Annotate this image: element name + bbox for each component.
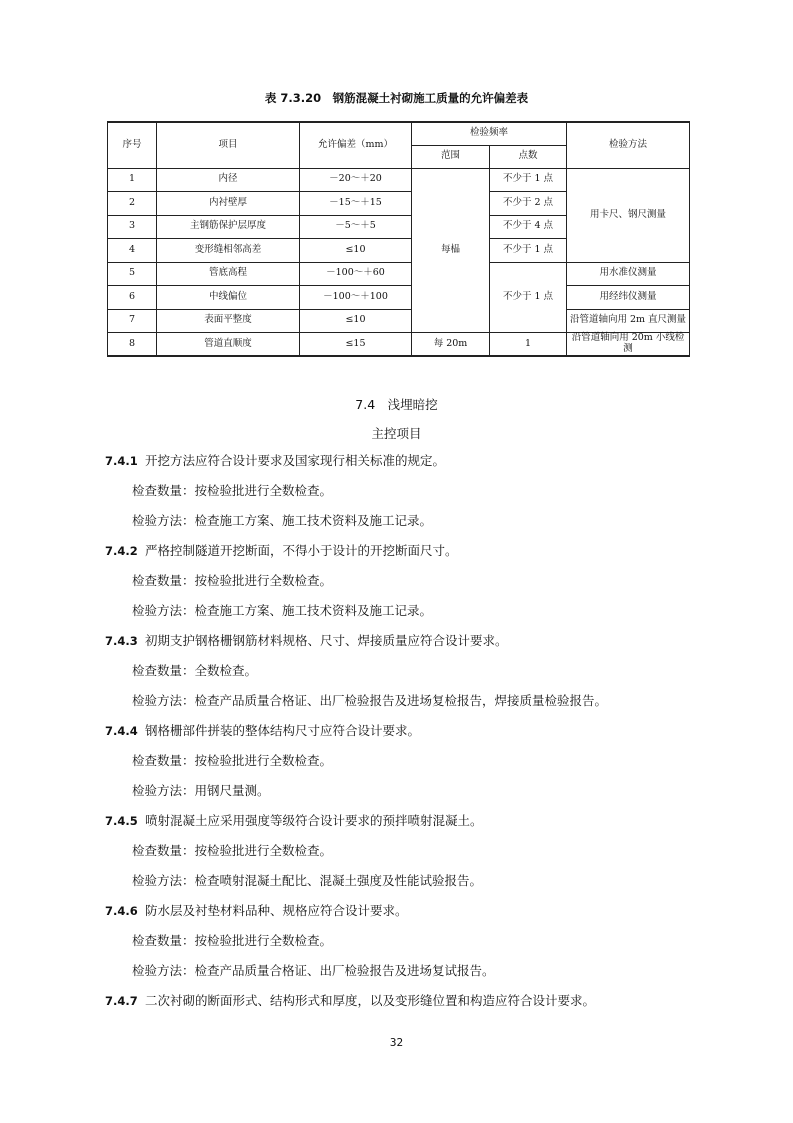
cell-no: 5 [108, 262, 157, 286]
clause-text: 钢格栅部件拼装的整体结构尺寸应符合设计要求。 [145, 723, 421, 738]
cell-item: 内径 [157, 168, 300, 192]
cell-points: 不少于 1 点 [490, 239, 567, 263]
clause-number: 7.4.5 [105, 814, 138, 828]
cell-no: 3 [108, 215, 157, 239]
header-item: 项目 [157, 122, 300, 168]
clause-line [105, 630, 705, 660]
cell-no: 4 [108, 239, 157, 263]
clause-line [105, 810, 705, 840]
section-title: 7.4 浅埋暗挖 [355, 397, 438, 412]
cell-no: 6 [108, 286, 157, 310]
clause-text: 喷射混凝土应采用强度等级符合设计要求的预拌喷射混凝土。 [145, 813, 483, 828]
cell-tolerance: －20～＋20 [300, 168, 412, 192]
cell-method-merged: 用卡尺、钢尺测量 [567, 168, 690, 262]
clause-method: 检验方法：检查产品质量合格证、出厂检验报告及进场复试报告。 [132, 963, 495, 978]
cell-item: 内衬壁厚 [157, 192, 300, 216]
cell-no: 8 [108, 333, 157, 357]
clause-quantity: 检查数量：按检验批进行全数检查。 [132, 573, 333, 588]
header-tolerance: 允许偏差（mm） [300, 122, 412, 168]
cell-range: 每 20m [412, 333, 490, 357]
clause-method: 检验方法：检查施工方案、施工技术资料及施工记录。 [132, 603, 433, 618]
header-points: 点数 [490, 145, 567, 168]
clause-line [105, 720, 705, 750]
clause-line [105, 900, 705, 930]
cell-tolerance: ≤15 [300, 333, 412, 357]
header-frequency: 检验频率 [412, 122, 567, 145]
clause-quantity: 检查数量：按检验批进行全数检查。 [132, 483, 333, 498]
clause-line [105, 990, 705, 1020]
header-no: 序号 [108, 122, 157, 168]
tolerance-table [107, 121, 690, 357]
cell-method: 沿管道轴向用 2m 直尺测量 [567, 309, 690, 333]
cell-item: 中线偏位 [157, 286, 300, 310]
cell-tolerance: －5～＋5 [300, 215, 412, 239]
cell-item: 管道直顺度 [157, 333, 300, 357]
table-row [108, 309, 690, 333]
table-row [108, 286, 690, 310]
clause-method: 检验方法：检查产品质量合格证、出厂检验报告及进场复检报告，焊接质量检验报告。 [132, 693, 608, 708]
clause-quantity: 检查数量：全数检查。 [132, 663, 258, 678]
cell-points: 1 [490, 333, 567, 357]
header-range: 范围 [412, 145, 490, 168]
cell-tolerance: －15～＋15 [300, 192, 412, 216]
clause-number: 7.4.2 [105, 544, 138, 558]
cell-method: 用水准仪测量 [567, 262, 690, 286]
clause-text: 二次衬砌的断面形式、结构形式和厚度，以及变形缝位置和构造应符合设计要求。 [145, 993, 596, 1008]
cell-tolerance: －100～＋100 [300, 286, 412, 310]
cell-no: 1 [108, 168, 157, 192]
cell-no: 7 [108, 309, 157, 333]
clause-line [105, 540, 705, 570]
cell-points: 不少于 2 点 [490, 192, 567, 216]
clause-text: 严格控制隧道开挖断面，不得小于设计的开挖断面尺寸。 [145, 543, 458, 558]
cell-method: 用经纬仪测量 [567, 286, 690, 310]
clause-number: 7.4.1 [105, 454, 138, 468]
cell-points-merged: 不少于 1 点 [490, 262, 567, 333]
cell-points: 不少于 4 点 [490, 215, 567, 239]
table-row [108, 168, 690, 192]
cell-method: 沿管道轴向用 20m 小线检测 [567, 333, 690, 357]
cell-tolerance: ≤10 [300, 309, 412, 333]
clause-text: 初期支护钢格栅钢筋材料规格、尺寸、焊接质量应符合设计要求。 [145, 633, 508, 648]
clause-number: 7.4.6 [105, 904, 138, 918]
table-row [108, 262, 690, 286]
clause-quantity: 检查数量：按检验批进行全数检查。 [132, 933, 333, 948]
cell-item: 主钢筋保护层厚度 [157, 215, 300, 239]
clause-number: 7.4.3 [105, 634, 138, 648]
clause-list [105, 450, 705, 1020]
clause-quantity: 检查数量：按检验批进行全数检查。 [132, 843, 333, 858]
cell-item: 表面平整度 [157, 309, 300, 333]
clause-number: 7.4.4 [105, 724, 138, 738]
clause-text: 防水层及衬垫材料品种、规格应符合设计要求。 [145, 903, 408, 918]
cell-item: 变形缝相邻高差 [157, 239, 300, 263]
clause-method: 检验方法：检查喷射混凝土配比、混凝土强度及性能试验报告。 [132, 873, 483, 888]
clause-line [105, 450, 705, 480]
header-method: 检验方法 [567, 122, 690, 168]
cell-no: 2 [108, 192, 157, 216]
clause-method: 检验方法：用钢尺量测。 [132, 783, 270, 798]
cell-item: 管底高程 [157, 262, 300, 286]
page-number: 32 [389, 1036, 404, 1049]
clause-quantity: 检查数量：按检验批进行全数检查。 [132, 753, 333, 768]
clause-number: 7.4.7 [105, 994, 138, 1008]
section-subtitle: 主控项目 [371, 426, 422, 441]
cell-range-merged: 每榀 [412, 168, 490, 333]
table-caption: 表 7.3.20 钢筋混凝土衬砌施工质量的允许偏差表 [264, 91, 529, 105]
table-row [108, 333, 690, 357]
cell-points: 不少于 1 点 [490, 168, 567, 192]
cell-tolerance: ≤10 [300, 239, 412, 263]
clause-method: 检验方法：检查施工方案、施工技术资料及施工记录。 [132, 513, 433, 528]
clause-text: 开挖方法应符合设计要求及国家现行相关标准的规定。 [145, 453, 446, 468]
cell-tolerance: －100～＋60 [300, 262, 412, 286]
